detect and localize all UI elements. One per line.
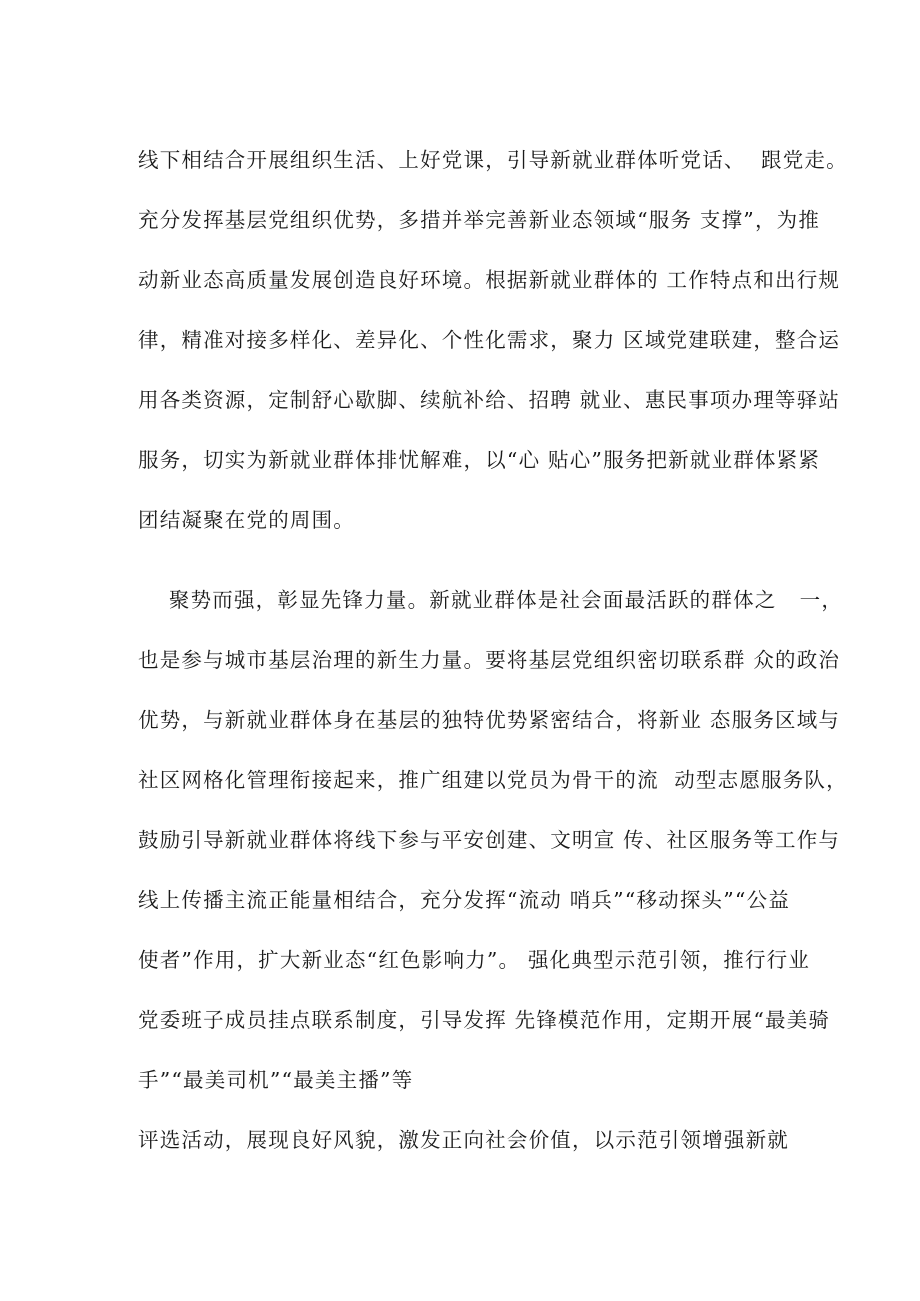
text-line: 充分发挥基层党组织优势，多措并举完善新业态领域“服务 支撑”，为推 <box>138 208 821 232</box>
text-line: 线上传播主流正能量相结合，充分发挥“流动 哨兵”“移动探头”“公益 <box>138 888 791 912</box>
text-line: 律，精准对接多样化、差异化、个性化需求，聚力 区域党建联建，整合运 <box>138 328 841 352</box>
text-line: 优势，与新就业群体身在基层的独特优势紧密结合，将新业 态服务区域与 <box>138 708 841 732</box>
text-line: 动新业态高质量发展创造良好环境。根据新就业群体的 工作特点和出行规 <box>138 268 841 292</box>
text-line: 鼓励引导新就业群体将线下参与平安创建、文明宣 传、社区服务等工作与 <box>138 828 841 852</box>
text-line: 线下相结合开展组织生活、上好党课，引导新就业群体听党话、 跟党走。 <box>138 148 848 172</box>
text-line: 评选活动，展现良好风貌，激发正向社会价值，以示范引领增强新就 <box>138 1128 789 1152</box>
text-line: 使者”作用，扩大新业态“红色影响力”。 强化典型示范引领，推行行业 <box>138 948 811 972</box>
text-line: 党委班子成员挂点联系制度，引导发挥 先锋模范作用，定期开展“最美骑 <box>138 1008 831 1032</box>
text-line: 服务，切实为新就业群体排忧解难，以“心 贴心”服务把新就业群体紧紧 <box>138 448 821 472</box>
text-line: 社区网格化管理衔接起来，推广组建以党员为骨干的流 动型志愿服务队， <box>138 768 848 792</box>
text-line: 团结凝聚在党的周围。 <box>138 508 355 532</box>
text-line: 用各类资源，定制舒心歇脚、续航补给、招聘 就业、惠民事项办理等驿站 <box>138 388 841 412</box>
text-line: 手”“最美司机”“最美主播”等 <box>138 1068 414 1092</box>
text-line: 也是参与城市基层治理的新生力量。要将基层党组织密切联系群 众的政治 <box>138 648 841 672</box>
text-line: 聚势而强，彰显先锋力量。新就业群体是社会面最活跃的群体之 一， <box>138 588 844 612</box>
